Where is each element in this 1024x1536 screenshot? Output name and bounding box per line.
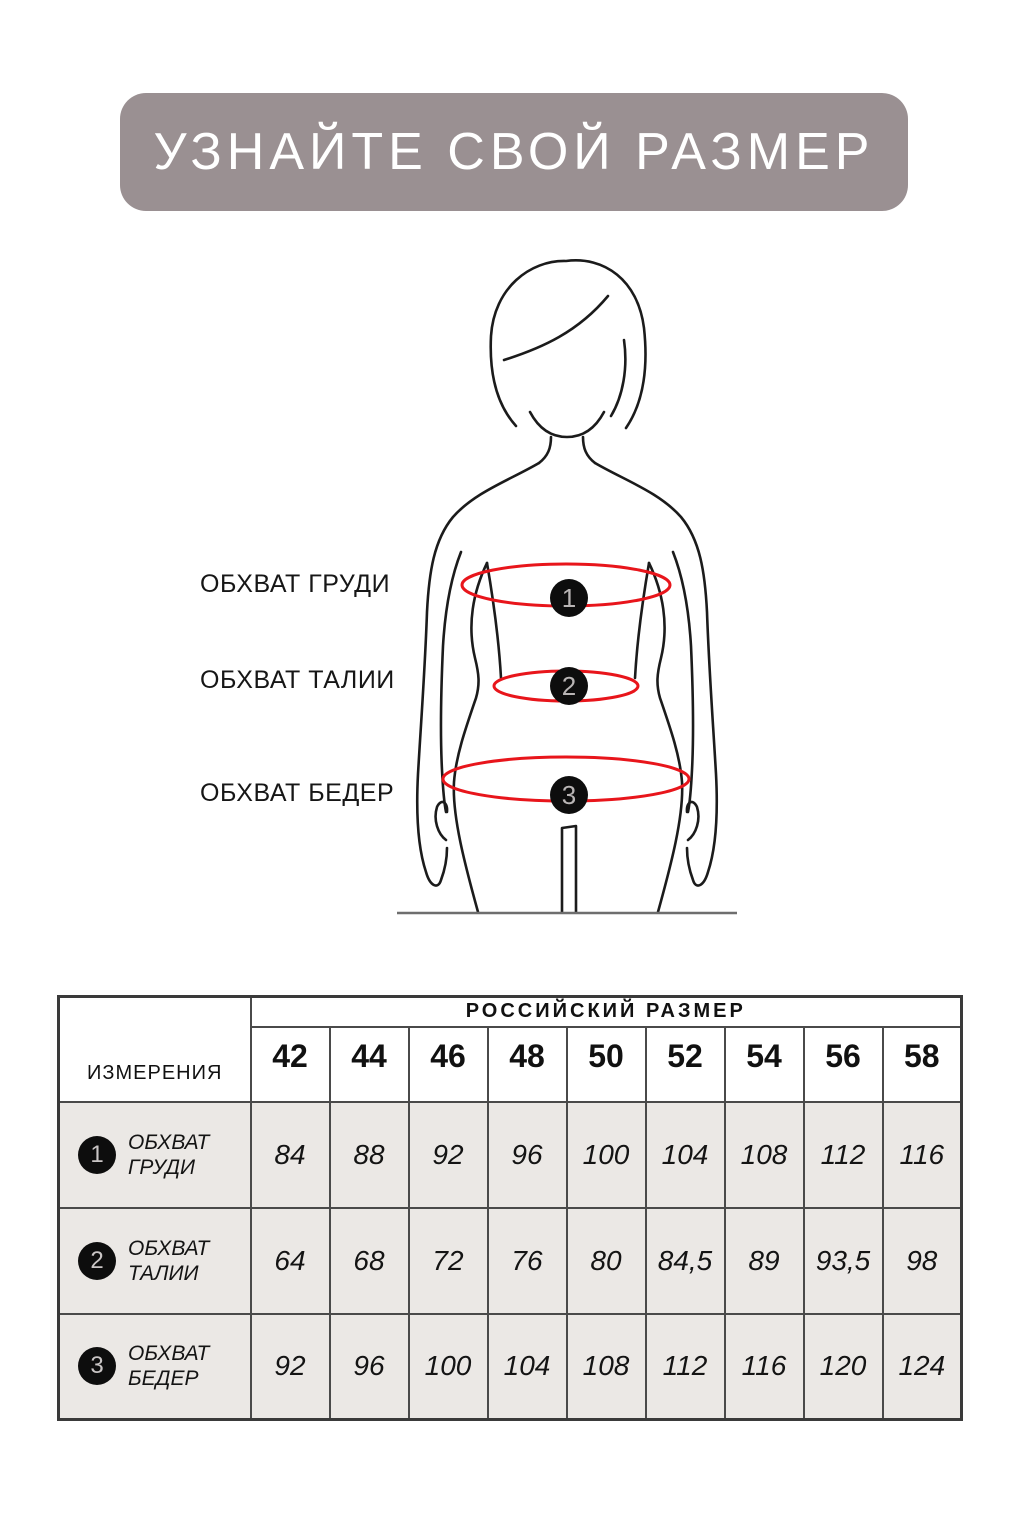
chest-left-contour bbox=[487, 563, 501, 678]
row-badge-2: 2 bbox=[78, 1242, 116, 1280]
neck-right-line bbox=[583, 437, 595, 463]
value-cell: 104 bbox=[646, 1102, 725, 1208]
value-cell: 84 bbox=[251, 1102, 330, 1208]
chest-right-contour bbox=[635, 563, 649, 678]
value-cell: 100 bbox=[409, 1314, 488, 1420]
row-label-waist bbox=[128, 1236, 209, 1286]
row-label-line: ОБХВАТ bbox=[128, 1130, 210, 1154]
value-cell: 112 bbox=[646, 1314, 725, 1420]
chin-line bbox=[530, 412, 604, 437]
label-chest: ОБХВАТ ГРУДИ bbox=[200, 570, 391, 598]
size-cell: 46 bbox=[409, 1027, 488, 1102]
value-cell: 108 bbox=[725, 1102, 804, 1208]
leg-gap-line bbox=[562, 826, 576, 912]
value-cell: 104 bbox=[488, 1314, 567, 1420]
size-cell: 42 bbox=[251, 1027, 330, 1102]
row-label-line: ОБХВАТ bbox=[128, 1342, 210, 1366]
table-row-chest bbox=[59, 1102, 962, 1208]
size-cell: 44 bbox=[330, 1027, 409, 1102]
value-cell: 124 bbox=[883, 1314, 962, 1420]
value-cell: 89 bbox=[725, 1208, 804, 1314]
measurement-badges bbox=[550, 579, 588, 814]
size-cell: 50 bbox=[567, 1027, 646, 1102]
row-label-cell bbox=[59, 1102, 251, 1208]
value-cell: 92 bbox=[409, 1102, 488, 1208]
value-cell: 120 bbox=[804, 1314, 883, 1420]
badge-2-number: 2 bbox=[561, 671, 577, 701]
value-cell: 72 bbox=[409, 1208, 488, 1314]
measurements-header-cell: ИЗМЕРЕНИЯ bbox=[59, 997, 251, 1102]
value-cell: 76 bbox=[488, 1208, 567, 1314]
badge-3-number: 3 bbox=[561, 780, 577, 810]
row-label-cell bbox=[59, 1208, 251, 1314]
value-cell: 116 bbox=[725, 1314, 804, 1420]
row-badge-3: 3 bbox=[78, 1347, 116, 1385]
left-arm-inner-line bbox=[441, 552, 461, 812]
page-title: УЗНАЙТЕ СВОЙ РАЗМЕР bbox=[153, 123, 875, 181]
size-cell: 48 bbox=[488, 1027, 567, 1102]
row-label-hips bbox=[128, 1341, 209, 1391]
table-row-hips bbox=[59, 1314, 962, 1420]
hair-sweep-line bbox=[504, 296, 608, 360]
torso-left-line bbox=[454, 563, 487, 912]
size-cell: 54 bbox=[725, 1027, 804, 1102]
badge-1-number: 1 bbox=[561, 583, 577, 613]
value-cell: 116 bbox=[883, 1102, 962, 1208]
value-cell: 88 bbox=[330, 1102, 409, 1208]
value-cell: 100 bbox=[567, 1102, 646, 1208]
title-banner bbox=[120, 93, 908, 211]
value-cell: 108 bbox=[567, 1314, 646, 1420]
hair-outline bbox=[491, 260, 646, 428]
value-cell: 93,5 bbox=[804, 1208, 883, 1314]
label-waist: ОБХВАТ ТАЛИИ bbox=[200, 666, 395, 694]
size-table bbox=[57, 995, 963, 1421]
value-cell: 84,5 bbox=[646, 1208, 725, 1314]
row-label-chest bbox=[128, 1130, 209, 1180]
row-badge-1: 1 bbox=[78, 1136, 116, 1174]
table-row-waist bbox=[59, 1208, 962, 1314]
row-label-cell bbox=[59, 1314, 251, 1420]
value-cell: 96 bbox=[488, 1102, 567, 1208]
body-figure-diagram bbox=[380, 250, 760, 930]
size-cell: 58 bbox=[883, 1027, 962, 1102]
row-label-line: ГРУДИ bbox=[128, 1155, 196, 1179]
size-cell: 56 bbox=[804, 1027, 883, 1102]
russian-size-header-cell: РОССИЙСКИЙ РАЗМЕР bbox=[251, 997, 962, 1027]
row-label-line: БЕДЕР bbox=[128, 1367, 199, 1391]
row-label-line: ТАЛИИ bbox=[128, 1261, 199, 1285]
hair-right-strand bbox=[611, 340, 625, 416]
value-cell: 98 bbox=[883, 1208, 962, 1314]
row-label-line: ОБХВАТ bbox=[128, 1236, 210, 1260]
value-cell: 64 bbox=[251, 1208, 330, 1314]
value-cell: 92 bbox=[251, 1314, 330, 1420]
value-cell: 68 bbox=[330, 1208, 409, 1314]
torso-right-line bbox=[649, 563, 682, 912]
label-hips: ОБХВАТ БЕДЕР bbox=[200, 779, 395, 807]
value-cell: 96 bbox=[330, 1314, 409, 1420]
size-cell: 52 bbox=[646, 1027, 725, 1102]
neck-left-line bbox=[539, 437, 551, 463]
value-cell: 112 bbox=[804, 1102, 883, 1208]
body-figure-svg bbox=[380, 250, 760, 930]
value-cell: 80 bbox=[567, 1208, 646, 1314]
